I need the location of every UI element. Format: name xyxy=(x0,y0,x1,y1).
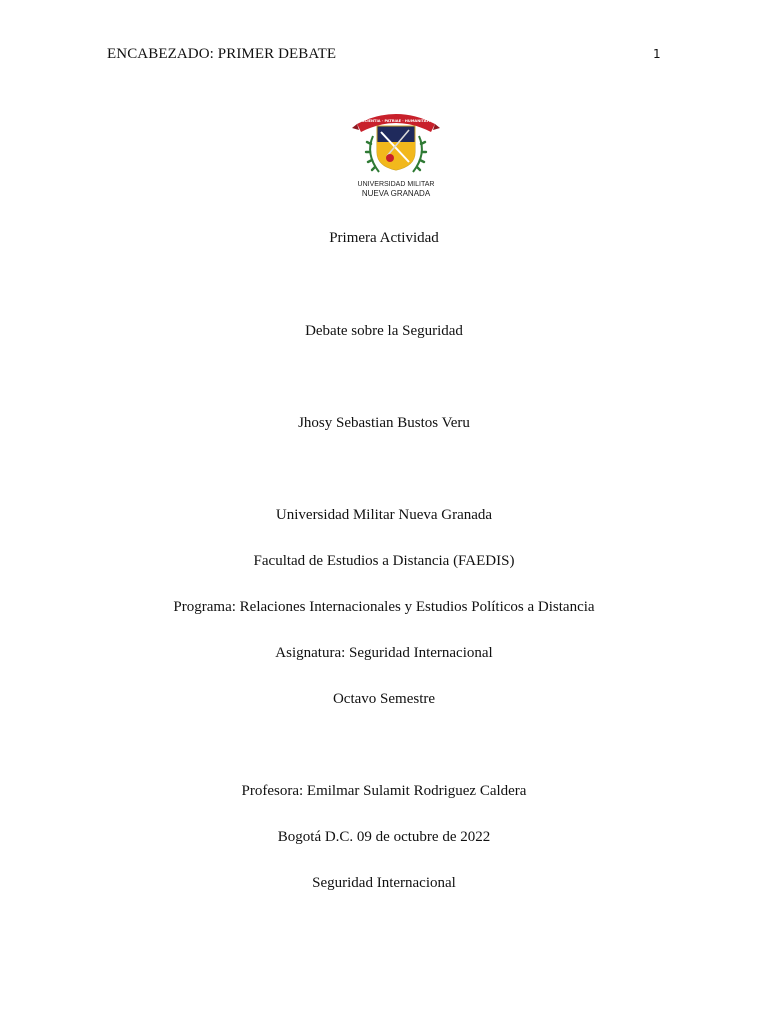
document-title: Debate sobre la Seguridad xyxy=(305,323,463,339)
activity-label: Primera Actividad xyxy=(329,230,439,246)
course-name: Asignatura: Seguridad Internacional xyxy=(275,645,493,661)
logo-motto: SCIENTIA · PATRIAE · HUMANITATI xyxy=(361,119,431,123)
subject-label: Seguridad Internacional xyxy=(312,875,456,891)
university-name: Universidad Militar Nueva Granada xyxy=(275,507,493,523)
author-name: Jhosy Sebastian Bustos Veru xyxy=(298,415,470,431)
page-number: 1 xyxy=(653,47,661,61)
place-date: Bogotá D.C. 09 de octubre de 2022 xyxy=(277,829,491,845)
university-logo xyxy=(351,106,441,204)
running-head: ENCABEZADO: PRIMER DEBATE xyxy=(107,46,337,62)
logo-name-line2: NUEVA GRANADA xyxy=(361,189,431,198)
semester-label: Octavo Semestre xyxy=(332,691,436,707)
program-name: Programa: Relaciones Internacionales y Estudios Políticos a Distancia xyxy=(173,599,595,615)
faculty-name: Facultad de Estudios a Distancia (FAEDIS) xyxy=(253,553,515,569)
logo-name-line1: UNIVERSIDAD MILITAR xyxy=(357,181,435,188)
professor-name: Profesora: Emilmar Sulamit Rodriguez Caldera xyxy=(241,783,527,799)
